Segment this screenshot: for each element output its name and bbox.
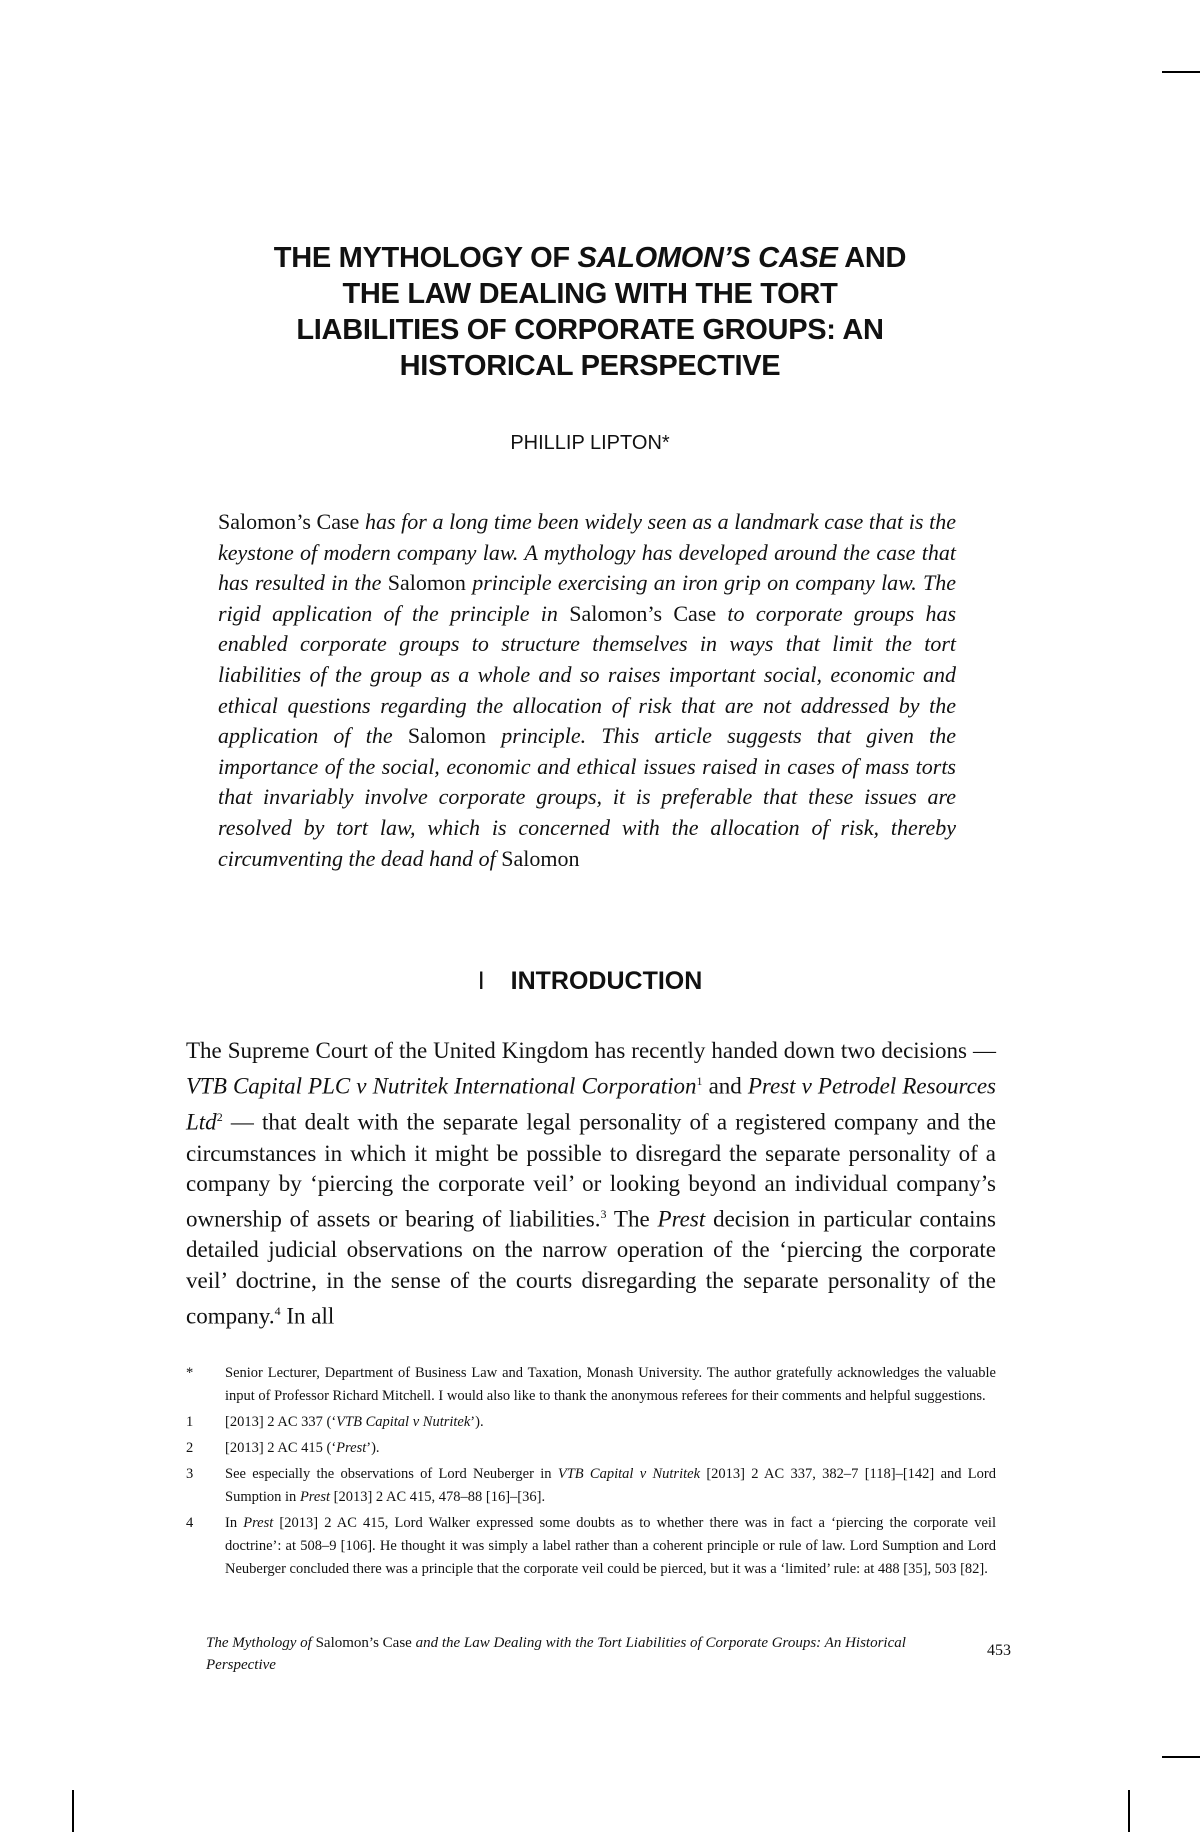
footnote-1: 1 [2013] 2 AC 337 (‘VTB Capital v Nutritek’).: [186, 1414, 484, 1430]
title-line-4: HISTORICAL PERSPECTIVE: [399, 350, 781, 382]
article-title: [210, 240, 970, 384]
crop-mark-top-right: [1162, 71, 1200, 73]
page-number: 453: [987, 1642, 1011, 1659]
footnote-3: 3 See especially the observations of Lord Neuberger in VTB Capital v Nutritek [2013] 2 AC 337, 382–7 [118]–[142] and Lord Sumption in Prest [2013] 2 AC 415, 478–88 [16]–[36].: [186, 1466, 996, 1505]
body-paragraph: The Supreme Court of the United Kingdom has recently handed down two decisions — VTB Capital PLC v Nutritek International Corporation$^1$ and Prest v Petrodel Resources Ltd$^2$ — that dealt with the separate legal personality of a registered company and the circumstances in which it might be possible to disregard the separate personality of a company by ‘piercing the corporate veil’ or looking beyond an individual company’s ownership of assets or bearing of liabilities.$^3$ The Prest decision in particular contains detailed judicial observations on the narrow operation of the ‘piercing the corporate veil’ doctrine, in the sense of the courts disregarding the separate personality of the company.$^4$ In all: [186, 1038, 996, 1329]
abstract: Salomon’s Case has for a long time been widely seen as a landmark case that is the keystone of modern company law. A mythology has developed around the case that has resulted in the Salomon principle exercising an iron grip on company law. The rigid application of the principle in Salomon’s Case to corporate groups has enabled corporate groups to structure themselves in ways that limit the tort liabilities of the group as a whole and so raises important social, economic and ethical questions regarding the allocation of risk that are not addressed by the application of the Salomon principle. This article suggests that given the importance of the social, economic and ethical issues raised in cases of mass torts that invariably involve corporate groups, it is preferable that these issues are resolved by tort law, which is concerned with the allocation of risk, thereby circumventing the dead hand of Salomon: [218, 509, 957, 871]
author-name: PHILLIP LIPTON*: [510, 432, 670, 454]
footnote-ref-2[interactable]: 2: [216, 1110, 223, 1125]
footnote-ref-3[interactable]: 3: [600, 1207, 607, 1222]
section-heading: [210, 967, 970, 996]
footnote-ref-1[interactable]: 1: [696, 1074, 703, 1089]
footnotes: [186, 1362, 996, 1584]
title-case-name: SALOMON’S CASE: [577, 242, 838, 274]
section-title: INTRODUCTION: [510, 967, 703, 995]
crop-mark-bottom-right: [1162, 1756, 1200, 1758]
footnote-2: 2 [2013] 2 AC 415 (‘Prest’).: [186, 1440, 380, 1456]
footnote-4: 4 In Prest [2013] 2 AC 415, Lord Walker expressed some doubts as to whether there was in fact a ‘piercing the corporate veil doctrine’: at 508–9 [106]. He thought it was simply a label rather than a coherent principle or rule of law. Lord Sumption and Lord Neuberger concluded there was a principle that the corporate veil could be pierced, but it was a ‘limited’ rule: at 488 [35], 503 [82].: [186, 1515, 996, 1577]
footnote-star: * Senior Lecturer, Department of Business Law and Taxation, Monash University. The author gratefully acknowledges the valuable input of Professor Richard Mitchell. I would also like to thank the anonymous referees for their comments and helpful suggestions.: [186, 1365, 996, 1404]
crop-mark-bottom-right-vertical: [1128, 1790, 1130, 1832]
section-number: I: [477, 967, 485, 995]
running-footer: The Mythology of Salomon’s Case and the Law Dealing with the Tort Liabilities of Corporate Groups: An Historical Perspective: [206, 1635, 906, 1673]
crop-mark-bottom-left: [72, 1790, 74, 1832]
footnote-ref-4[interactable]: 4: [274, 1304, 281, 1319]
title-line-2: THE LAW DEALING WITH THE TORT: [342, 278, 838, 310]
title-line-1: THE MYTHOLOGY OF SALOMON’S CASE AND: [273, 242, 907, 274]
title-line-3: LIABILITIES OF CORPORATE GROUPS: AN: [296, 314, 884, 346]
